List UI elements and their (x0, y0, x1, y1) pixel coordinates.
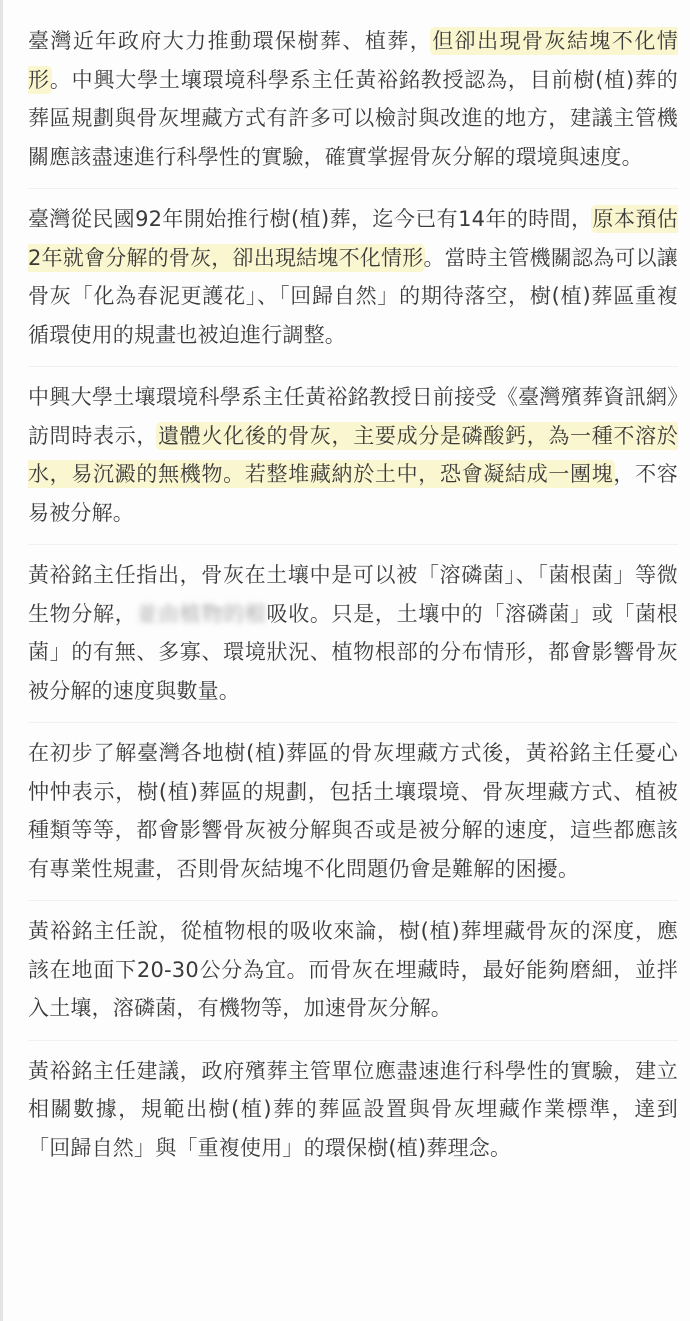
left-edge-divider (0, 0, 3, 1321)
paragraph-divider (28, 544, 678, 545)
paragraph-1 (28, 22, 678, 176)
paragraph-5: 在初步了解臺灣各地樹(植)葬區的骨灰埋藏方式後，黃裕銘主任憂心忡忡表示，樹(植)葬區的規劃，包括土壤環境、骨灰埋藏方式、植被種類等等，都會影響骨灰被分解與否或是被分解的速度，這些都應該有專業性規畫，否則骨灰結塊不化問題仍會是難解的困擾。 (28, 741, 678, 881)
paragraph-4 (28, 556, 678, 710)
paragraph-1-highlight: 但卻出現骨灰結塊不化情形 (28, 29, 678, 92)
paragraph-divider (28, 900, 678, 901)
paragraph-divider (28, 722, 678, 723)
paragraph-divider (28, 1040, 678, 1041)
paragraph-3 (28, 378, 678, 532)
paragraph-2-text-c: 。當時主管機關認為可以讓骨灰「化為春泥更護花」、「回歸自然」的期待落空，樹(植)葬區重複循環使用的規畫也被迫進行調整。 (28, 245, 678, 347)
paragraph-2 (28, 200, 678, 354)
paragraph-3-text-a: 中興大學土壤環境科學系主任黃裕銘教授日前接受《臺灣殯葬資訊網》訪問時表示， (28, 385, 678, 448)
paragraph-4-text-c: 吸收。只是，土壤中的「溶磷菌」或「菌根菌」的有無、多寡、環境狀況、植物根部的分布情形，都會影響骨灰被分解的速度與數量。 (28, 601, 678, 703)
paragraph-2-highlight: 原本預估2年就會分解的骨灰，卻出現結塊不化情形 (28, 207, 678, 270)
paragraph-4-text-a: 黃裕銘主任指出，骨灰在土壤中是可以被「溶磷菌」、「菌根菌」等微生物分解， (28, 563, 678, 626)
article-body (28, 22, 678, 1191)
paragraph-divider (28, 188, 678, 189)
paragraph-1-text-c: 。中興大學土壤環境科學系主任黃裕銘教授認為，目前樹(植)葬的葬區規劃與骨灰埋藏方式有許多可以檢討與改進的地方，建議主管機關應該盡速進行科學性的實驗，確實掌握骨灰分解的環境與速度。 (28, 67, 679, 169)
paragraph-4-blurred-text: 並由植物的根 (136, 601, 267, 626)
paragraph-3-highlight: 遺體火化後的骨灰，主要成分是磷酸鈣，為一種不溶於水，易沉澱的無機物。若整堆藏納於土中，恐會凝結成一團塊 (28, 423, 678, 486)
paragraph-2-text-a: 臺灣從民國92年開始推行樹(植)葬，迄今已有14年的時間， (28, 207, 593, 231)
paragraph-divider (28, 366, 678, 367)
paragraph-1-text-a: 臺灣近年政府大力推動環保樹葬、植葬， (28, 29, 433, 53)
paragraph-7: 黃裕銘主任建議，政府殯葬主管單位應盡速進行科學性的實驗，建立相關數據，規範出樹(植)葬的葬區設置與骨灰埋藏作業標準，達到「回歸自然」與「重複使用」的環保樹(植)葬理念。 (28, 1058, 678, 1160)
paragraph-3-text-c: ，不容易被分解。 (28, 462, 678, 525)
paragraph-6: 黃裕銘主任說，從植物根的吸收來論，樹(植)葬埋藏骨灰的深度，應該在地面下20-30公分為宜。而骨灰在埋藏時，最好能夠磨細，並拌入土壤，溶磷菌，有機物等，加速骨灰分解。 (28, 919, 678, 1020)
